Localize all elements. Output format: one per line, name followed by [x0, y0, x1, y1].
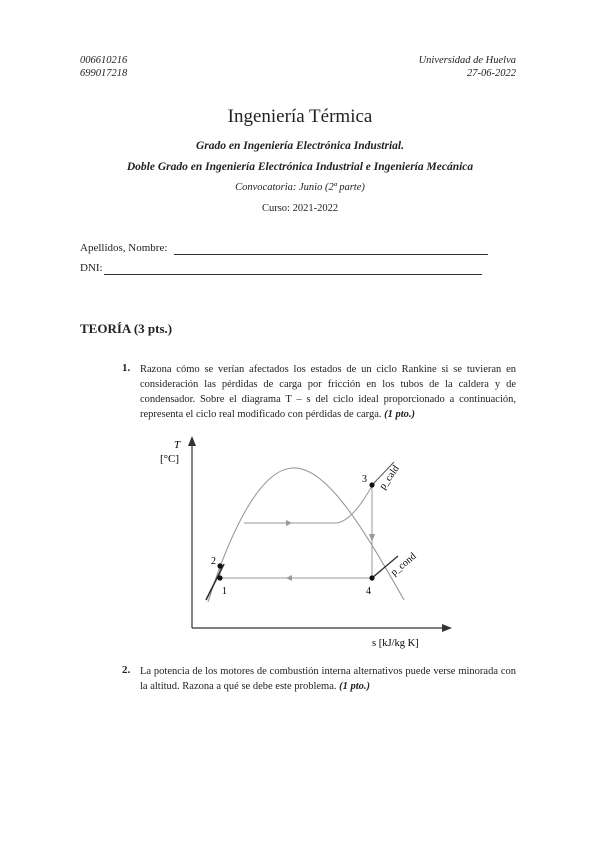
exam-code-1: 006610216: [80, 55, 128, 66]
exam-code-2: 699017218: [80, 68, 128, 79]
question-2-text: La potencia de los motores de combustión interna alternativos puede verse minorada con la altitud. Razona a qué se debe este problema.: [140, 666, 516, 692]
label-point-2: 2: [211, 556, 216, 567]
y-axis-arrow-icon: [188, 436, 196, 446]
boiler-flow-arrow-icon: [286, 520, 292, 526]
exam-call: Convocatoria: Junio (2ª parte): [235, 182, 365, 193]
label-point-4: 4: [366, 586, 371, 597]
id-label: DNI:: [80, 262, 103, 274]
degree-line-1: Grado en Ingeniería Electrónica Industrial.: [196, 140, 404, 152]
degree-line-2: Doble Grado en Ingeniería Electrónica Industrial e Ingeniería Mecánica: [126, 161, 474, 173]
id-field[interactable]: [104, 274, 482, 275]
state-point-2: [217, 563, 222, 568]
turbine-flow-arrow-icon: [369, 534, 375, 542]
course-title: Ingeniería Térmica: [227, 106, 373, 127]
state-point-3: [369, 482, 374, 487]
state-point-4: [369, 575, 374, 580]
question-2: [140, 664, 516, 694]
ts-diagram: [140, 432, 470, 652]
label-point-3: 3: [362, 474, 367, 485]
exam-date: 27-06-2022: [467, 68, 516, 79]
name-field[interactable]: [174, 254, 488, 255]
question-1-number: 1.: [122, 362, 131, 374]
question-1-points: (1 pto.): [384, 409, 416, 420]
question-2-points: (1 pto.): [339, 681, 371, 692]
label-p-cald: p_cald: [377, 463, 402, 492]
x-label: s [kJ/kg K]: [372, 638, 419, 649]
question-1: [140, 362, 516, 422]
label-point-1: 1: [222, 586, 227, 597]
y-label-symbol: T: [174, 439, 181, 451]
label-p-cond: p_cond: [388, 550, 419, 579]
question-2-number: 2.: [122, 664, 131, 676]
question-1-text: Razona cómo se verían afectados los estados de un ciclo Rankine si se tuvieran en consideración las pérdidas de carga por fricción en los tubos de la caldera y de condensador. Sobre el diagrama T – s del ciclo ideal proporcionado a continuación, representa el ciclo real modificado con pérdidas de carga.: [140, 364, 516, 420]
condenser-flow-arrow-icon: [286, 575, 292, 581]
state-point-1: [217, 575, 222, 580]
y-label-unit: [°C]: [160, 453, 180, 465]
x-axis-arrow-icon: [442, 624, 452, 632]
course-year: Curso: 2021-2022: [261, 203, 339, 214]
university: Universidad de Huelva: [418, 55, 516, 66]
section-title: TEORÍA (3 pts.): [80, 321, 173, 336]
name-label: Apellidos, Nombre:: [80, 242, 168, 254]
